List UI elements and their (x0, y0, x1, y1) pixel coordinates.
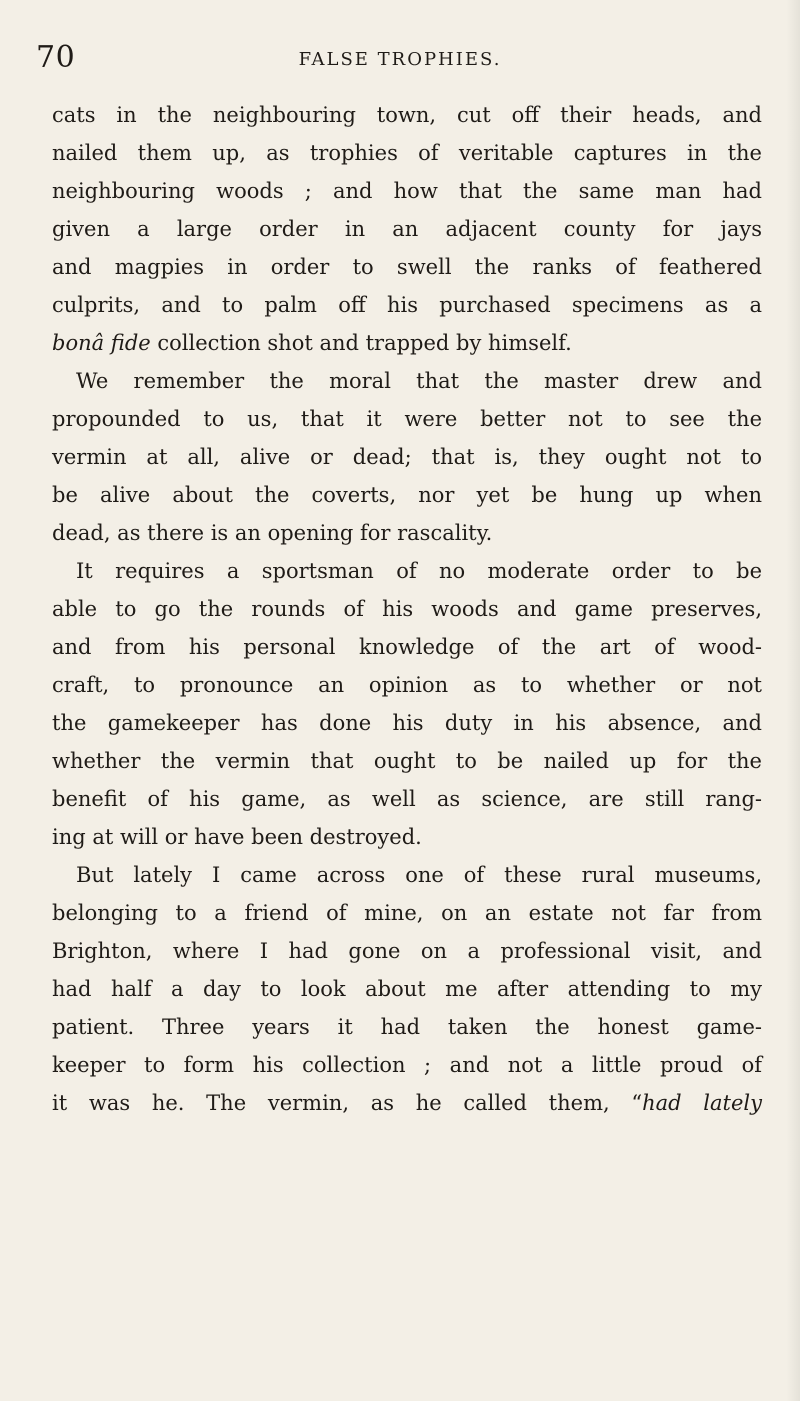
text-line: had half a day to look about me after attending to my (52, 977, 762, 1001)
text-line: keeper to form his collection ; and not a little proud of (52, 1053, 762, 1077)
text-line: be alive about the coverts, nor yet be hung up when (52, 483, 762, 507)
body-text (52, 96, 762, 1122)
text-line (52, 324, 762, 362)
text-line-start: it was he. The vermin, as he called them, “ (52, 1091, 643, 1115)
text-line: propounded to us, that it were better not to see the (52, 407, 762, 431)
text-line: belonging to a friend of mine, on an estate not far from (52, 901, 762, 925)
paragraph-start-line: But lately I came across one of these rural museums, (76, 863, 762, 887)
text-line (52, 1084, 762, 1122)
text-line: and from his personal knowledge of the art of wood- (52, 635, 762, 659)
italic-phrase: had lately (642, 1091, 762, 1115)
text-line: dead, as there is an opening for rascality. (52, 521, 493, 545)
text-line: Brighton, where I had gone on a professional visit, and (52, 939, 762, 963)
text-line: craft, to pronounce an opinion as to whether or not (52, 673, 762, 697)
text-line: given a large order in an adjacent county for jays (52, 217, 762, 241)
text-line: and magpies in order to swell the ranks of feathered (52, 255, 762, 279)
text-line: the gamekeeper has done his duty in his absence, and (52, 711, 762, 735)
text-line: ing at will or have been destroyed. (52, 825, 422, 849)
text-line: able to go the rounds of his woods and game preserves, (52, 597, 762, 621)
italic-phrase: bonâ fide (52, 331, 151, 355)
page-header (36, 40, 764, 76)
paragraph-start-line: It requires a sportsman of no moderate order to be (76, 559, 762, 583)
text-line: neighbouring woods ; and how that the same man had (52, 179, 762, 203)
text-line: cats in the neighbouring town, cut off their heads, and (52, 103, 762, 127)
text-line: patient. Three years it had taken the honest game- (52, 1015, 762, 1039)
text-line: nailed them up, as trophies of veritable captures in the (52, 141, 762, 165)
running-title: FALSE TROPHIES. (298, 49, 502, 70)
text-line: benefit of his game, as well as science, are still rang- (52, 787, 762, 811)
page-number: 70 (36, 40, 76, 75)
paragraph-start-line: We remember the moral that the master drew and (76, 369, 762, 393)
text-line: culprits, and to palm off his purchased specimens as a (52, 293, 762, 317)
text-line-rest: collection shot and trapped by himself. (157, 331, 572, 355)
text-line: vermin at all, alive or dead; that is, they ought not to (52, 445, 762, 469)
text-line: whether the vermin that ought to be nailed up for the (52, 749, 762, 773)
